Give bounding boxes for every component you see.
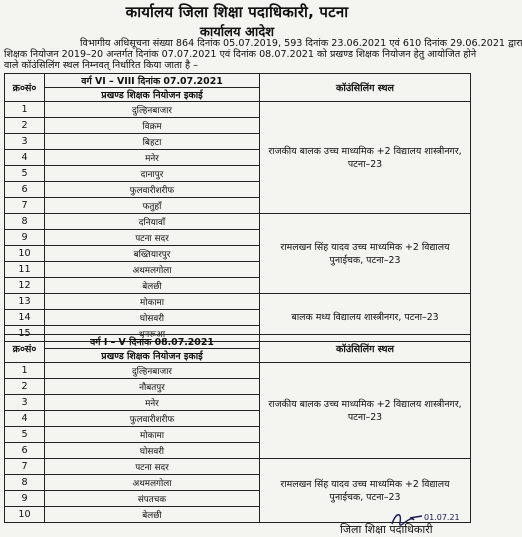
row-sno: 6 xyxy=(5,182,45,198)
group-title: वर्ग VI – VIII दिनांक 07.07.2021 xyxy=(45,74,260,88)
row-sno: 14 xyxy=(5,310,45,326)
unit-name: दनियावाँ xyxy=(45,214,260,230)
order-title: कार्यालय आदेश xyxy=(199,25,275,40)
venue-cell: रामलखन सिंह यादव उच्च माध्यमिक +2 विद्यालय पुनाईचक, पटना–23 xyxy=(260,459,471,523)
unit-name: पटना सदर xyxy=(45,230,260,246)
row-sno: 5 xyxy=(5,427,45,443)
office-title: कार्यालय जिला शिक्षा पदाधिकारी, पटना xyxy=(125,3,349,21)
row-sno: 15 xyxy=(5,326,45,342)
unit-name: बिहटा xyxy=(45,134,260,150)
intro-paragraph xyxy=(4,38,522,71)
venue-header: कॉउंसिलिंग स्थल xyxy=(260,74,471,102)
row-sno: 6 xyxy=(5,443,45,459)
unit-name: अथमलगोला xyxy=(45,475,260,491)
unit-name: दुल्हिनबाजार xyxy=(45,363,260,379)
row-sno: 1 xyxy=(5,102,45,118)
unit-name: फतुहाँ xyxy=(45,198,260,214)
row-sno: 8 xyxy=(5,214,45,230)
intro-line-3: वाले कॉउंसिलिंग स्थल निम्नवत् निर्धारित किया जाता है – xyxy=(4,60,198,71)
row-sno: 5 xyxy=(5,166,45,182)
unit-name: घोसवरी xyxy=(45,443,260,459)
counselling-table-class-1-5 xyxy=(4,334,471,523)
unit-name: मोकामा xyxy=(45,294,260,310)
unit-name: नौबतपुर xyxy=(45,379,260,395)
group-title: वर्ग I – V दिनांक 08.07.2021 xyxy=(45,335,260,349)
venue-header: कॉउंसिलिंग स्थल xyxy=(260,335,471,363)
venue-cell: राजकीय बालक उच्च माध्यमिक +2 विद्यालय शास्त्रीनगर, पटना–23 xyxy=(260,363,471,459)
row-sno: 7 xyxy=(5,459,45,475)
unit-name: बेलछी xyxy=(45,507,260,523)
unit-name: मनेर xyxy=(45,395,260,411)
row-sno: 9 xyxy=(5,491,45,507)
signatory-title: जिला शिक्षा पदाधिकारी xyxy=(340,523,433,536)
unit-name: मोकामा xyxy=(45,427,260,443)
row-sno: 1 xyxy=(5,363,45,379)
unit-name: विक्रम xyxy=(45,118,260,134)
unit-name: धनरूआ xyxy=(45,326,260,342)
row-sno: 10 xyxy=(5,246,45,262)
row-sno: 2 xyxy=(5,118,45,134)
row-sno: 11 xyxy=(5,262,45,278)
row-sno: 3 xyxy=(5,134,45,150)
sno-header: क्र०सं० xyxy=(5,74,45,102)
sno-header: क्र०सं० xyxy=(5,335,45,363)
venue-cell: रामलखन सिंह यादव उच्च माध्यमिक +2 विद्यालय पुनाईचक, पटना–23 xyxy=(260,214,471,294)
unit-name: फुलवारीशरीफ xyxy=(45,411,260,427)
unit-name: बख्तियारपुर xyxy=(45,246,260,262)
row-sno: 4 xyxy=(5,150,45,166)
row-sno: 12 xyxy=(5,278,45,294)
unit-name: दानापुर xyxy=(45,166,260,182)
row-sno: 13 xyxy=(5,294,45,310)
unit-name: पटना सदर xyxy=(45,459,260,475)
unit-name: संपतचक xyxy=(45,491,260,507)
intro-line-1: विभागीय अधिसूचना संख्या 864 दिनांक 05.07.2019, 593 दिनांक 23.06.2021 एवं 610 दिनांक 29.06.2021 द्वारा xyxy=(80,38,522,49)
venue-cell: बालक मध्य विद्यालय शास्त्रीनगर, पटना–23 xyxy=(260,294,471,342)
unit-name: घोसवरी xyxy=(45,310,260,326)
venue-cell: राजकीय बालक उच्च माध्यमिक +2 विद्यालय शास्त्रीनगर, पटना–23 xyxy=(260,102,471,214)
row-sno: 2 xyxy=(5,379,45,395)
intro-line-2: शिक्षक नियोजन 2019–20 अन्तर्गत दिनांक 07.07.2021 एवं दिनांक 08.07.2021 को प्रखण्ड शिक्षक नियोजन हेतु आयोजित होने xyxy=(4,49,477,60)
row-sno: 4 xyxy=(5,411,45,427)
unit-name: बेलछी xyxy=(45,278,260,294)
signature-date: 01.07.21 xyxy=(424,513,460,522)
row-sno: 8 xyxy=(5,475,45,491)
row-sno: 10 xyxy=(5,507,45,523)
row-sno: 3 xyxy=(5,395,45,411)
unit-name: दुल्हिनबाजार xyxy=(45,102,260,118)
unit-header: प्रखण्ड शिक्षक नियोजन इकाई xyxy=(45,88,260,102)
unit-name: मनेर xyxy=(45,150,260,166)
counselling-table-class-6-8 xyxy=(4,73,471,342)
unit-name: फुलवारीशरीफ xyxy=(45,182,260,198)
unit-header: प्रखण्ड शिक्षक नियोजन इकाई xyxy=(45,349,260,363)
row-sno: 7 xyxy=(5,198,45,214)
unit-name: अथमलगोला xyxy=(45,262,260,278)
row-sno: 9 xyxy=(5,230,45,246)
